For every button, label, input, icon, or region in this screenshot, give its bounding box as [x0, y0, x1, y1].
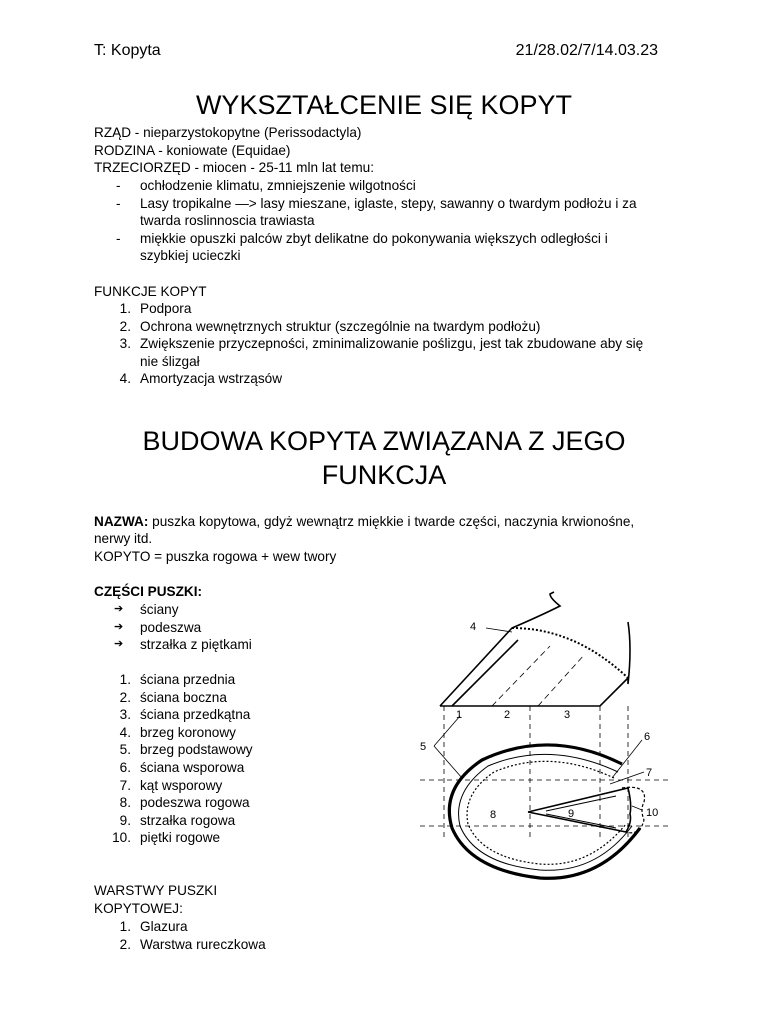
diagram-label-3: 3: [564, 709, 571, 721]
parts-list: [94, 601, 252, 654]
hoof-inner-line: [452, 640, 518, 706]
list-item: 9. strzałka rogowa: [119, 812, 236, 828]
list-item: 1. Podpora: [119, 301, 192, 316]
list-item: 10. piętki rogowe: [112, 830, 221, 846]
hoof-heel-line: [628, 622, 630, 684]
list-item: 6. ściana wsporowa: [119, 759, 245, 775]
hoof-ground-line: [440, 678, 628, 706]
family-line: RODZINA - koniowate (Equidae): [94, 143, 291, 158]
diagram-label-6: 6: [644, 731, 651, 743]
list-item: 4. brzeg koronowy: [119, 724, 236, 740]
functions-heading: FUNKCJE KOPYT: [94, 284, 207, 299]
list-item: - Lasy tropikalne —> lasy mieszane, iglaste, stepy, sawanny o twardym podłożu i za twarda roslinnoscia trawiasta: [116, 195, 637, 229]
hoof-diagram: [400, 588, 680, 898]
list-item: 3. ściana przedkątna: [119, 707, 251, 723]
hoof-frog: [528, 788, 631, 832]
list-item: 1. ściana przednia: [119, 672, 236, 687]
list-item: 7. kąt wsporowy: [119, 777, 223, 793]
section1-title: WYKSZTAŁCENIE SIĘ KOPYT: [195, 90, 573, 120]
diagram-label-7: 7: [646, 767, 653, 779]
diagram-label-2: 2: [504, 709, 511, 721]
list-item: 5. brzeg podstawowy: [119, 742, 253, 758]
section2-title-line1: BUDOWA KOPYTA ZWIĄZANA Z JEGO: [142, 426, 626, 456]
layers-heading-line2: KOPYTOWEJ:: [94, 901, 183, 916]
diagram-label-4: 4: [470, 621, 477, 633]
list-item: 2. Warstwa rureczkowa: [119, 936, 266, 952]
list-item: - ochłodzenie klimatu, zmniejszenie wilgotności: [116, 178, 416, 193]
layers-list: [94, 918, 266, 953]
tertiary-bullets: [94, 177, 637, 265]
list-item: 2. ściana boczna: [119, 689, 227, 705]
tertiary-line: TRZECIORZĘD - miocen - 25-11 mln lat temu:: [94, 160, 374, 175]
nazwa-line: NAZWA: puszka kopytowa, gdyż wewnątrz miękkie i twarde części, naczynia krwionośne,: [94, 514, 635, 529]
diagram-label-8: 8: [490, 809, 497, 821]
hoof-bottom-outer: [449, 745, 640, 878]
list-item: 3. Zwiększenie przyczepności, zminimalizowanie poślizgu, jest tak zbudowane aby się nie ślizgał: [119, 336, 644, 369]
list-item: - miękkie opuszki palców zbyt delikatne do pokonywania większych odległości i szybkiej ucieczki: [116, 230, 608, 264]
functions-list: [94, 300, 643, 388]
date-label: 21/28.02/7/14.03.23: [515, 42, 658, 59]
list-item: 4. Amortyzacja wstrząsów: [119, 371, 283, 387]
parts-heading: CZĘŚCI PUSZKI:: [94, 584, 202, 599]
diagram-label-9: 9: [568, 808, 575, 820]
list-item: ➔ strzałka z piętkami: [114, 637, 252, 653]
hoof-coronary-edge: [512, 628, 628, 678]
numbered-parts-list: [94, 671, 253, 847]
section2-title-line2: FUNKCJA: [321, 460, 447, 490]
list-item: ➔ ściany: [114, 602, 179, 617]
diagram-label-10: 10: [646, 807, 659, 819]
list-item: ➔ podeszwa: [114, 619, 202, 635]
diagram-label-5: 5: [420, 741, 427, 753]
kopyto-line: KOPYTO = puszka rogowa + wew twory: [94, 549, 337, 564]
order-line: RZĄD - nieparzystokopytne (Perissodactyla): [94, 125, 362, 140]
list-item: 8. podeszwa rogowa: [119, 795, 250, 811]
hoof-bottom-inner: [459, 754, 632, 870]
nazwa-line-2: nerwy itd.: [94, 531, 153, 546]
topic-label: T: Kopyta: [94, 42, 161, 59]
list-item: 2. Ochrona wewnętrznych struktur (szczególnie na twardym podłożu): [119, 318, 541, 334]
hoof-side-outline: [440, 592, 560, 706]
layers-heading-line1: WARSTWY PUSZKI: [94, 883, 218, 898]
list-item: 1. Glazura: [119, 919, 188, 934]
diagram-label-1: 1: [456, 709, 463, 721]
